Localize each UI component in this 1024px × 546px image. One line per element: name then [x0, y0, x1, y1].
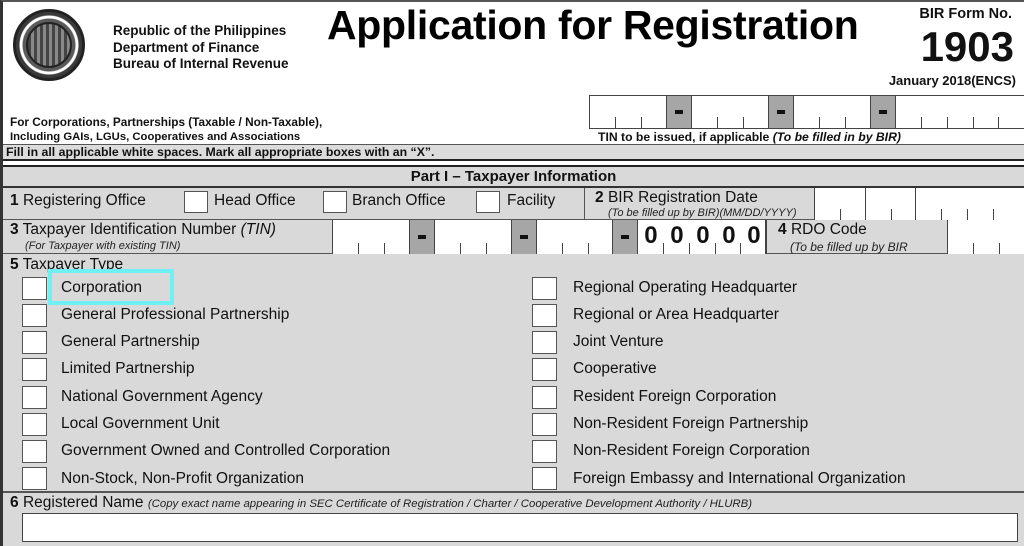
field-2-note: (To be filled up by BIR)(MM/DD/YYYY): [608, 207, 797, 219]
field-label: Registering Office: [22, 192, 146, 209]
option-general-partnership[interactable]: General Partnership: [61, 333, 200, 350]
field-label: RDO Code: [790, 221, 867, 238]
branch-digit: 0: [696, 222, 710, 249]
option-gocc[interactable]: Government Owned and Controlled Corporation: [61, 442, 391, 459]
tin-segment-4[interactable]: [896, 96, 1024, 128]
form-number: 1903: [920, 23, 1014, 70]
registered-name-input[interactable]: [22, 513, 1018, 542]
gocc-checkbox[interactable]: [22, 440, 47, 463]
rdo-code-input[interactable]: [947, 220, 1024, 254]
field-3-label: [10, 221, 276, 239]
tin-segment-3[interactable]: [537, 220, 614, 254]
field-number: 1: [10, 192, 19, 209]
option-corporation[interactable]: Corporation: [61, 279, 142, 296]
corporation-checkbox[interactable]: [22, 277, 47, 300]
dash-separator: [410, 220, 435, 254]
applicability-line: Including GAIs, LGUs, Cooperatives and Associations: [10, 131, 301, 143]
branch-digit: 0: [722, 222, 736, 249]
field-number: 6: [10, 494, 19, 511]
instructions-bar: Fill in all applicable white spaces. Mark all appropriate boxes with an “X”.: [3, 144, 1024, 161]
dash-separator: [769, 96, 794, 128]
tin-segment-3[interactable]: [794, 96, 871, 128]
facility-label: Facility: [507, 192, 556, 209]
dash-separator: [613, 220, 638, 254]
field-number: 4: [778, 221, 787, 238]
general-professional-partnership-checkbox[interactable]: [22, 304, 47, 327]
field-4-note: (To be filled up by BIR: [790, 240, 908, 254]
agency-block: [113, 23, 289, 73]
regional-area-hq-checkbox[interactable]: [532, 304, 557, 327]
option-local-government-unit[interactable]: Local Government Unit: [61, 415, 220, 432]
option-limited-partnership[interactable]: Limited Partnership: [61, 360, 195, 377]
dash-separator: [512, 220, 537, 254]
head-office-checkbox[interactable]: [184, 191, 208, 213]
tin-to-be-issued-caption: [598, 130, 901, 144]
agency-line: Bureau of Internal Revenue: [113, 56, 289, 71]
registration-date-input[interactable]: [814, 188, 1024, 220]
field-6-label: [10, 494, 752, 512]
tin-to-be-issued-input[interactable]: [589, 95, 1024, 129]
field-number: 2: [595, 189, 604, 206]
agency-line: Department of Finance: [113, 39, 260, 55]
local-government-unit-checkbox[interactable]: [22, 413, 47, 436]
selection-highlight: [48, 269, 174, 305]
field-3-note: (For Taxpayer with existing TIN): [25, 240, 181, 252]
non-resident-foreign-corp-checkbox[interactable]: [532, 440, 557, 463]
tin-segment-1[interactable]: [590, 96, 667, 128]
tin-segment-2[interactable]: [435, 220, 512, 254]
dash-separator: [871, 96, 896, 128]
joint-venture-checkbox[interactable]: [532, 331, 557, 354]
non-resident-foreign-partnership-checkbox[interactable]: [532, 413, 557, 436]
field-label: BIR Registration Date: [607, 189, 758, 206]
option-foreign-embassy[interactable]: Foreign Embassy and International Organization: [573, 470, 906, 487]
field-label-italic: (TIN): [240, 221, 276, 238]
applicability-note: [10, 115, 322, 145]
caption-note: (To be filled in by BIR): [772, 130, 901, 144]
option-resident-foreign-corp[interactable]: Resident Foreign Corporation: [573, 388, 777, 405]
date-year[interactable]: [916, 188, 1024, 220]
cooperative-checkbox[interactable]: [532, 358, 557, 381]
field-2-label: [595, 189, 758, 207]
field-number: 3: [10, 221, 19, 238]
field-label: Taxpayer Type: [22, 256, 124, 273]
form-number-label: BIR Form No.: [919, 6, 1012, 22]
option-regional-area-hq[interactable]: Regional or Area Headquarter: [573, 306, 779, 323]
caption-text: TIN to be issued, if applicable: [598, 130, 770, 144]
field-1-label: [10, 192, 146, 210]
field-note: (Copy exact name appearing in SEC Certificate of Registration / Charter / Cooperative Development Authority / HLURB): [147, 498, 753, 510]
facility-checkbox[interactable]: [476, 191, 500, 213]
option-national-government-agency[interactable]: National Government Agency: [61, 388, 263, 405]
foreign-embassy-checkbox[interactable]: [532, 467, 557, 490]
non-stock-non-profit-checkbox[interactable]: [22, 467, 47, 490]
agency-line: Republic of the Philippines: [113, 23, 287, 38]
branch-office-checkbox[interactable]: [323, 191, 347, 213]
regional-operating-hq-checkbox[interactable]: [532, 277, 557, 300]
option-cooperative[interactable]: Cooperative: [573, 360, 657, 377]
limited-partnership-checkbox[interactable]: [22, 358, 47, 381]
resident-foreign-corp-checkbox[interactable]: [532, 386, 557, 409]
field-number: 5: [10, 256, 19, 273]
field-4-label: [778, 221, 867, 239]
rdo-code-boxes[interactable]: [948, 220, 1024, 254]
branch-office-label: Branch Office: [352, 192, 446, 209]
tin-branch-code[interactable]: [638, 220, 766, 254]
tin-input[interactable]: [332, 220, 767, 254]
divider: [584, 188, 585, 220]
head-office-label: Head Office: [214, 192, 296, 209]
date-month[interactable]: [815, 188, 866, 220]
part-1-header: Part I – Taxpayer Information: [3, 167, 1024, 188]
applicability-line: For Corporations, Partnerships (Taxable / Non-Taxable),: [10, 115, 323, 129]
branch-digit: 0: [747, 222, 761, 249]
option-non-resident-foreign-partnership[interactable]: Non-Resident Foreign Partnership: [573, 415, 809, 432]
tin-segment-1[interactable]: [333, 220, 410, 254]
form-title: Application for Registration: [327, 2, 859, 48]
date-day[interactable]: [866, 188, 917, 220]
general-partnership-checkbox[interactable]: [22, 331, 47, 354]
option-joint-venture[interactable]: Joint Venture: [573, 333, 664, 350]
branch-digit: 0: [644, 222, 658, 249]
option-general-professional-partnership[interactable]: General Professional Partnership: [61, 306, 290, 323]
option-non-stock-non-profit[interactable]: Non-Stock, Non-Profit Organization: [61, 470, 304, 487]
field-label: Taxpayer Identification Number: [22, 221, 237, 238]
dash-separator: [667, 96, 692, 128]
field-label: Registered Name: [22, 494, 144, 511]
option-non-resident-foreign-corp[interactable]: Non-Resident Foreign Corporation: [573, 442, 810, 459]
national-government-agency-checkbox[interactable]: [22, 386, 47, 409]
option-regional-operating-hq[interactable]: Regional Operating Headquarter: [573, 279, 798, 296]
branch-digit: 0: [670, 222, 684, 249]
form-version: January 2018(ENCS): [888, 73, 1016, 88]
bir-seal-emblem: [26, 22, 72, 68]
tin-segment-2[interactable]: [692, 96, 769, 128]
